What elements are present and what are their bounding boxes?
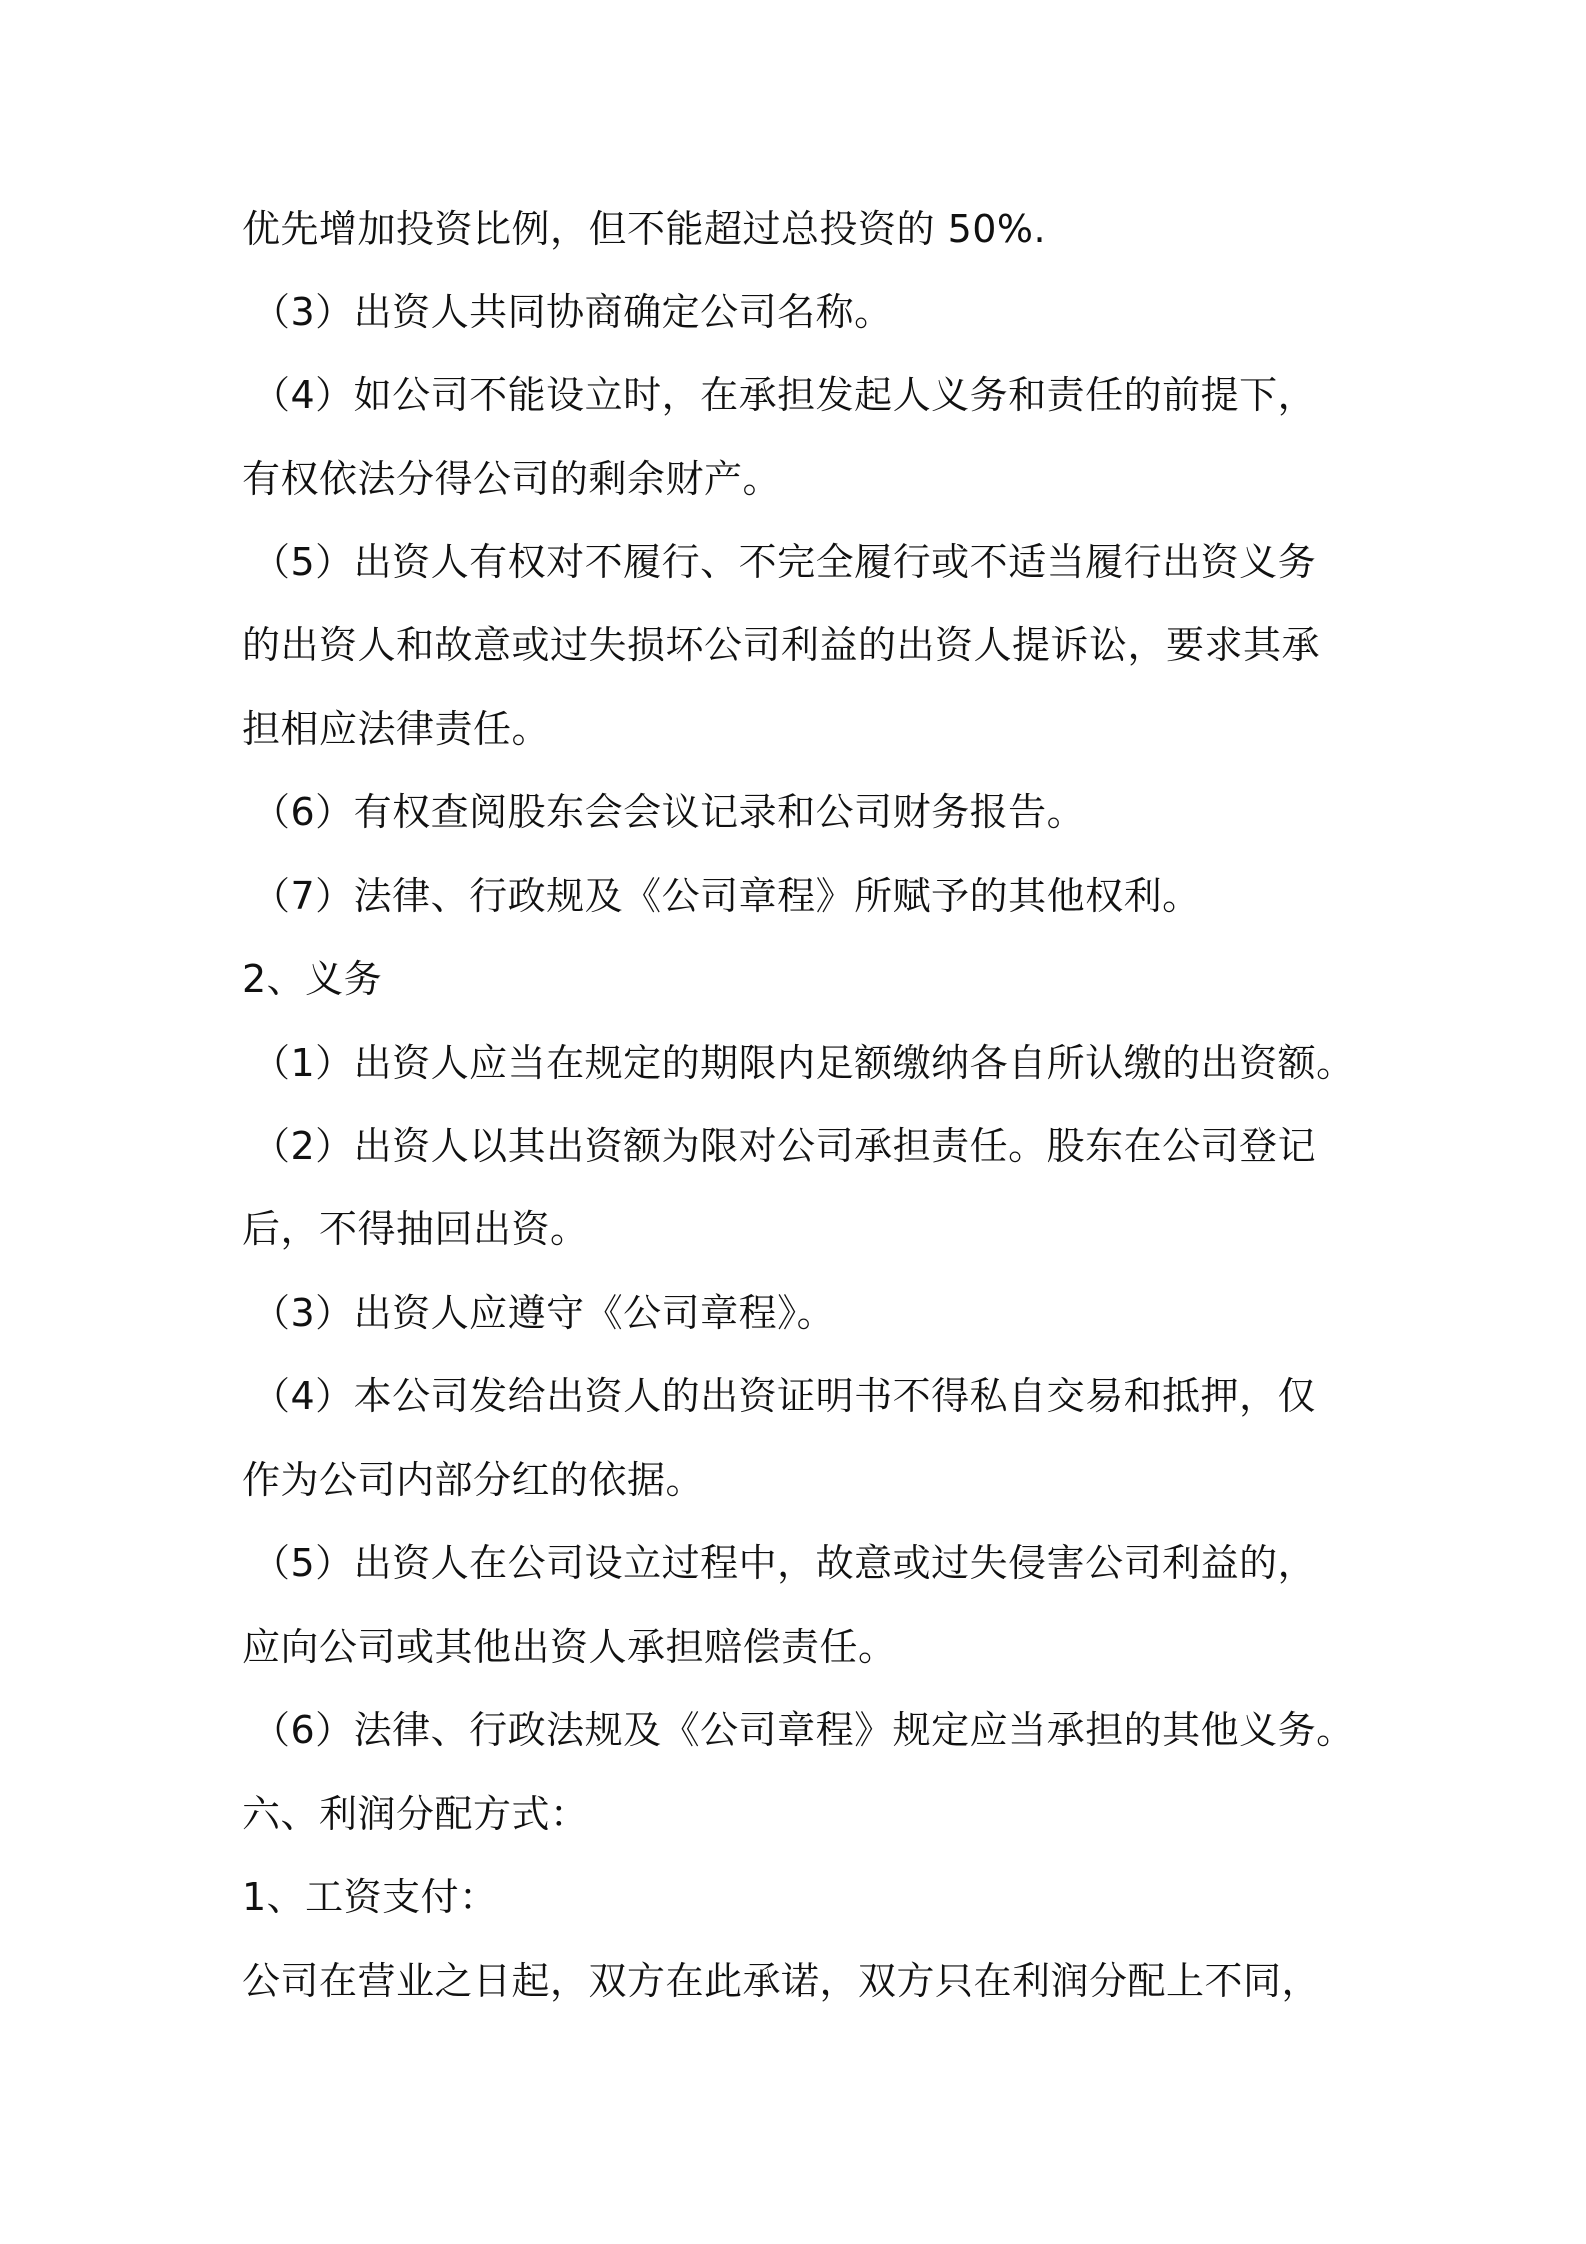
text-line: （3）出资人应遵守《公司章程》。	[252, 1291, 836, 1335]
text-line: （6）有权查阅股东会会议记录和公司财务报告。	[252, 790, 1086, 834]
text-line: （7）法律、行政规及《公司章程》所赋予的其他权利。	[252, 874, 1201, 918]
text-line: （5）出资人有权对不履行、不完全履行或不适当履行出资义务	[252, 540, 1317, 584]
text-line: 公司在营业之日起，双方在此承诺，双方只在利润分配上不同，	[242, 1959, 1321, 2003]
section-heading: 六、利润分配方式：	[242, 1792, 589, 1836]
text-line: （4）本公司发给出资人的出资证明书不得私自交易和抵押，仅	[252, 1374, 1317, 1418]
text-line: 担相应法律责任。	[242, 707, 551, 751]
subsection-heading: 1、工资支付：	[242, 1875, 498, 1919]
text-line: 有权依法分得公司的剩余财产。	[242, 457, 782, 501]
text-line: 应向公司或其他出资人承担赔偿责任。	[242, 1625, 897, 1669]
text-line: 作为公司内部分红的依据。	[242, 1458, 705, 1502]
text-line: （2）出资人以其出资额为限对公司承担责任。股东在公司登记	[252, 1124, 1317, 1168]
text-line: 后，不得抽回出资。	[242, 1207, 589, 1251]
text-line: 优先增加投资比例，但不能超过总投资的 50%.	[242, 207, 1047, 251]
text-line: （6）法律、行政法规及《公司章程》规定应当承担的其他义务。	[252, 1708, 1355, 1752]
text-line: （4）如公司不能设立时，在承担发起人义务和责任的前提下，	[252, 373, 1317, 417]
text-line: 的出资人和故意或过失损坏公司利益的出资人提诉讼，要求其承	[242, 623, 1321, 667]
text-line: （3）出资人共同协商确定公司名称。	[252, 290, 893, 334]
text-line: （5）出资人在公司设立过程中，故意或过失侵害公司利益的，	[252, 1541, 1317, 1585]
section-heading: 2、义务	[242, 957, 383, 1001]
text-line: （1）出资人应当在规定的期限内足额缴纳各自所认缴的出资额。	[252, 1041, 1355, 1085]
